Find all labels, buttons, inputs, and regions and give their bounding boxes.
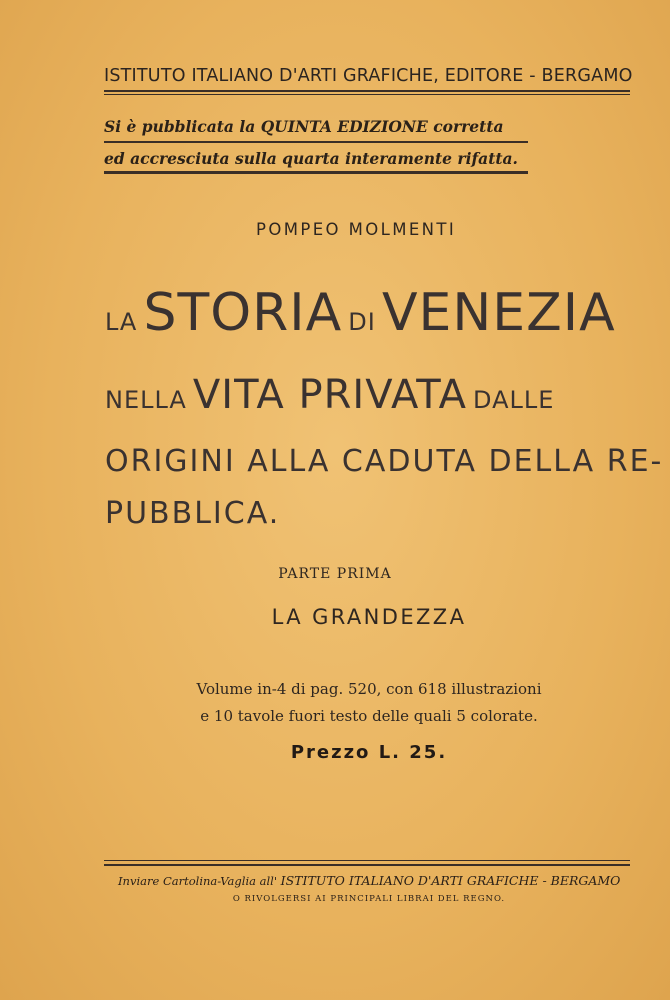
footer-rule-top — [104, 860, 630, 861]
publisher-rule-bottom — [104, 94, 630, 95]
author-name: POMPEO MOLMENTI — [256, 220, 457, 239]
title-word-nella: NELLA — [105, 386, 187, 414]
edition-notice-underline-1 — [104, 141, 528, 143]
title-line-1 — [105, 283, 616, 343]
title-line-2 — [105, 372, 554, 418]
title-word-venezia: VENEZIA — [381, 283, 616, 343]
title-word-di: DI — [348, 308, 376, 336]
title-word-dalle: DALLE — [473, 386, 555, 414]
title-word-la: LA — [105, 308, 138, 336]
footer-send-instruction — [118, 873, 622, 888]
footer-send-prefix: Inviare Cartolina-Vaglia all' — [118, 874, 278, 888]
title-line-3: ORIGINI ALLA CADUTA DELLA RE- — [105, 444, 664, 479]
volume-description-line-2: e 10 tavole fuori testo delle quali 5 colorate. — [200, 707, 538, 725]
publisher-line: ISTITUTO ITALIANO D'ARTI GRAFICHE, EDITORE - BERGAMO — [104, 66, 633, 86]
footer-send-publisher: ISTITUTO ITALIANO D'ARTI GRAFICHE - BERGAMO — [280, 873, 621, 888]
title-line-4: PUBBLICA. — [105, 496, 281, 531]
price: Prezzo L. 25. — [290, 742, 448, 763]
title-word-vita-privata: VITA PRIVATA — [192, 372, 467, 418]
title-word-storia: STORIA — [143, 283, 343, 343]
edition-notice-line-1: Si è pubblicata la QUINTA EDIZIONE corretta — [104, 117, 504, 136]
edition-notice-underline-2 — [104, 171, 528, 174]
volume-description-line-1: Volume in-4 di pag. 520, con 618 illustrazioni — [196, 680, 542, 698]
part-title: LA GRANDEZZA — [271, 605, 467, 629]
edition-notice-line-2: ed accresciuta sulla quarta interamente rifatta. — [104, 149, 518, 168]
part-label: PARTE PRIMA — [278, 566, 392, 582]
footer-rule-bottom — [104, 864, 630, 866]
footer-booksellers: O RIVOLGERSI AI PRINCIPALI LIBRAI DEL REGNO. — [232, 894, 506, 904]
publisher-rule-top — [104, 90, 630, 92]
